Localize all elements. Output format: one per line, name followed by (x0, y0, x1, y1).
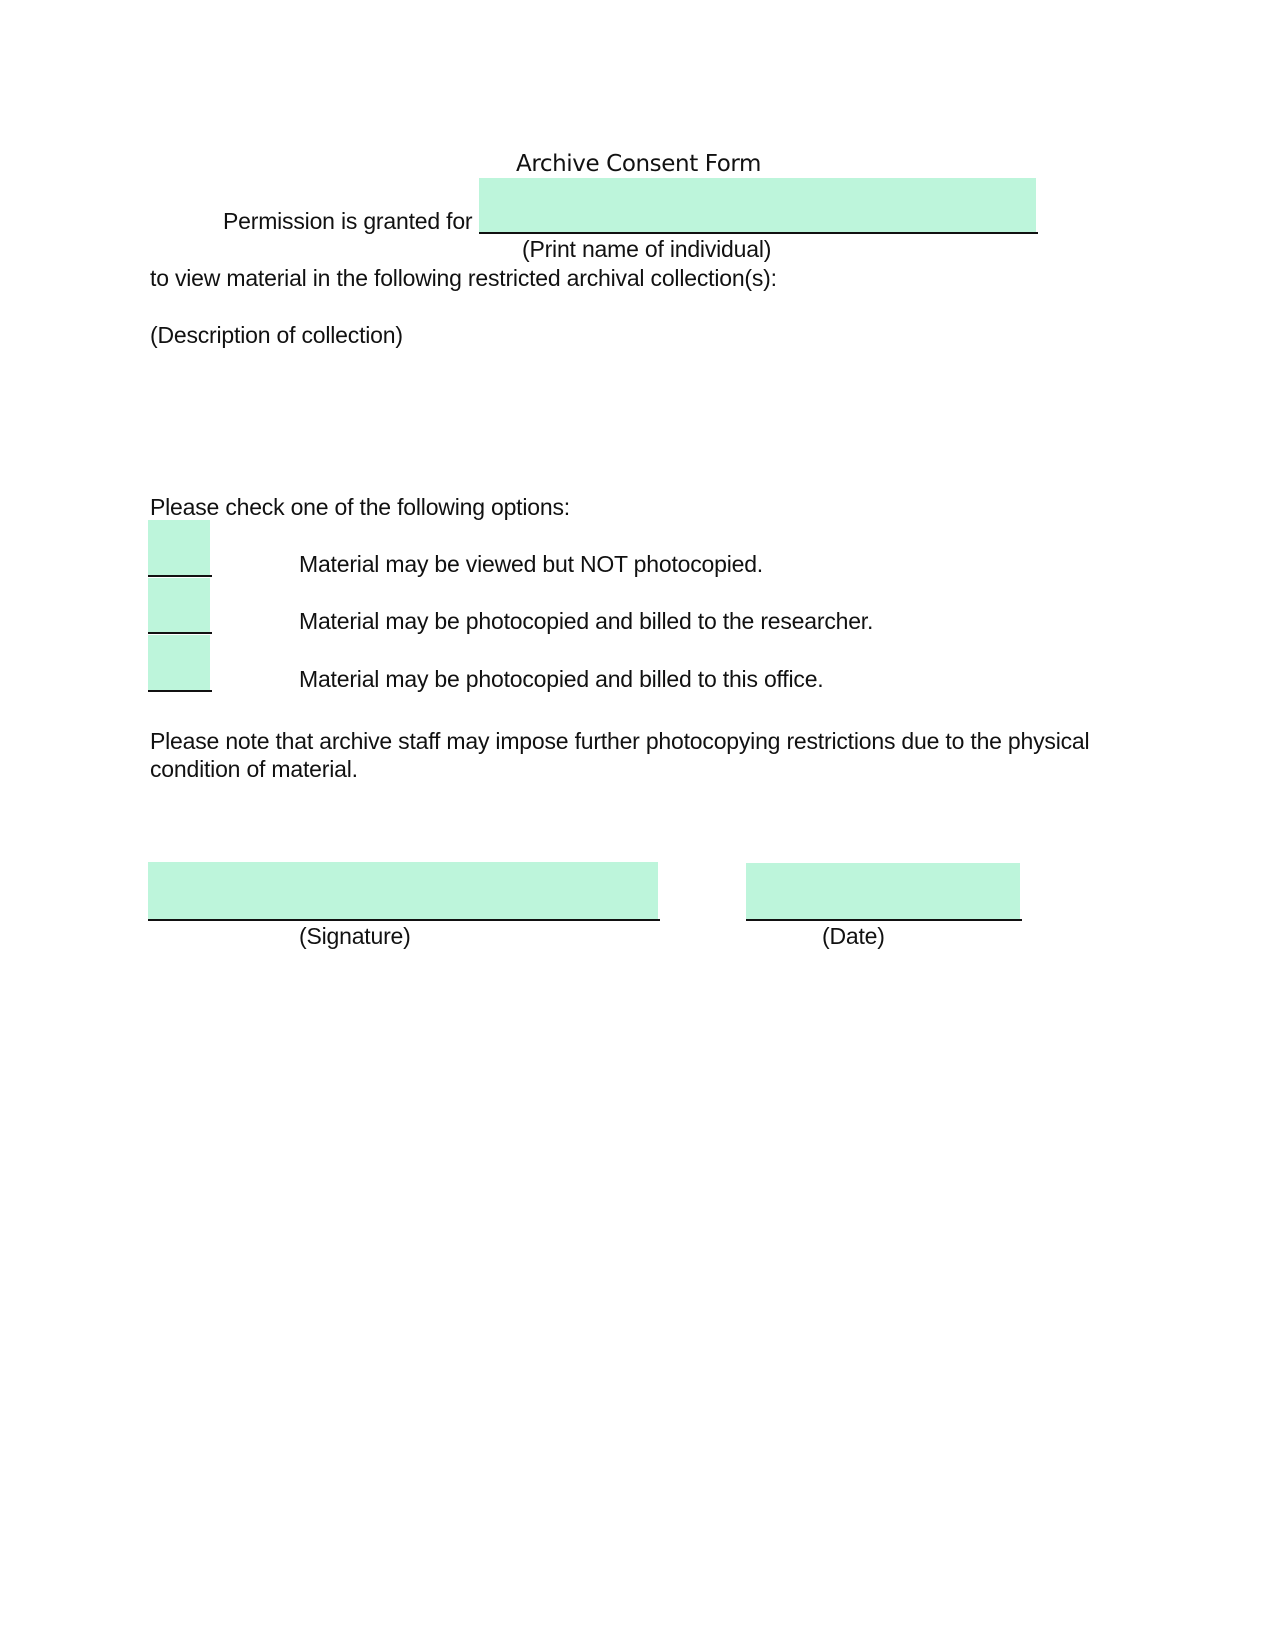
option-label: Material may be photocopied and billed to the researcher. (299, 608, 874, 634)
page-title: Archive Consent Form (516, 151, 762, 177)
name-caption: (Print name of individual) (522, 236, 772, 262)
option-label: Material may be photocopied and billed to this office. (299, 666, 824, 692)
signature-input[interactable] (148, 862, 658, 919)
photocopy-note: Please note that archive staff may impose further photocopying restrictions due to the physical condition of material. (150, 728, 1090, 782)
options-prompt: Please check one of the following options: (150, 494, 570, 520)
permission-label: Permission is granted for (223, 208, 473, 234)
view-statement: to view material in the following restricted archival collection(s): (150, 265, 777, 291)
option-underline (148, 690, 212, 692)
option-underline (148, 575, 212, 577)
signature-caption: (Signature) (299, 923, 411, 949)
option-label: Material may be viewed but NOT photocopied. (299, 551, 764, 577)
date-underline (746, 919, 1022, 921)
option-billed-office-checkbox[interactable] (148, 635, 210, 690)
collection-caption: (Description of collection) (150, 322, 403, 348)
individual-name-input[interactable] (479, 178, 1036, 232)
date-caption: (Date) (822, 923, 885, 949)
signature-underline (148, 919, 660, 921)
option-underline (148, 632, 212, 634)
name-underline (479, 232, 1038, 234)
date-input[interactable] (746, 863, 1020, 919)
option-viewed-only-checkbox[interactable] (148, 520, 210, 575)
option-billed-researcher-checkbox[interactable] (148, 578, 210, 633)
